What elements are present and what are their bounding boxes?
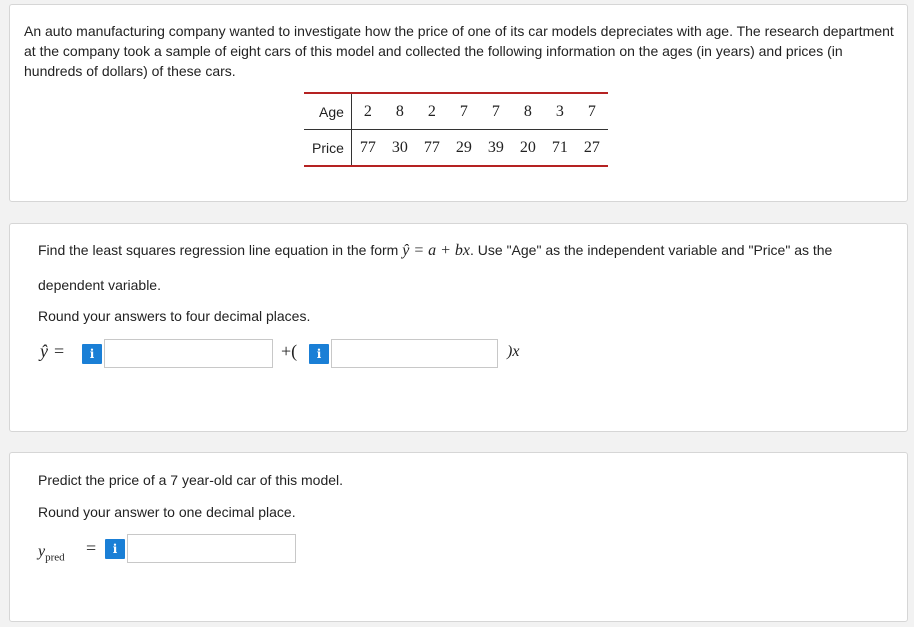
data-table (304, 92, 608, 167)
info-icon[interactable]: i (82, 344, 102, 364)
info-icon[interactable]: i (309, 344, 329, 364)
price-cell: 20 (519, 138, 536, 156)
price-cell: 39 (487, 138, 504, 156)
prediction-instruction: Predict the price of a 7 year-old car of this model. (38, 472, 344, 488)
problem-intro-text: An auto manufacturing company wanted to investigate how the price of one of its car models depreciates with age. The research department at the company took a sample of eight cars of this model and collected the following information on the ages (in years) and prices (in hundreds of dollars) of these cars. (24, 23, 894, 79)
plus-paren-text: +( (281, 341, 298, 361)
instruction-suffix: . Use "Age" as the independent variable and "Price" as the (470, 242, 833, 258)
age-row-header: Age (304, 93, 351, 130)
price-cell: 77 (423, 138, 440, 156)
problem-card-regression (9, 223, 908, 432)
info-icon[interactable]: i (105, 539, 125, 559)
price-cell: 27 (583, 138, 600, 156)
age-cell: 8 (384, 93, 416, 130)
y-symbol: y (38, 543, 46, 560)
equals-sign: = (86, 538, 97, 558)
equals-sign: = (54, 341, 65, 361)
age-cell: 7 (448, 93, 480, 130)
ypred-symbol (38, 540, 65, 564)
age-cell: 3 (544, 93, 576, 130)
age-cell: 2 (416, 93, 448, 130)
price-cell: 29 (455, 138, 472, 156)
table-row-price (304, 130, 608, 167)
regression-instruction (38, 242, 832, 260)
close-paren-x: )x (507, 343, 520, 360)
problem-card-prediction (9, 452, 908, 622)
price-row-header: Price (304, 130, 351, 167)
round-instruction: Round your answers to four decimal places. (38, 308, 311, 324)
yhat-symbol: ŷ (40, 341, 48, 361)
price-cell: 71 (551, 138, 568, 156)
age-cell: 2 (351, 93, 384, 130)
pred-subscript: pred (45, 551, 65, 564)
equation-form: ŷ = a + bx (402, 242, 471, 259)
age-cell: 8 (512, 93, 544, 130)
age-cell: 7 (576, 93, 608, 130)
price-cell: 30 (391, 138, 408, 156)
instruction-prefix: Find the least squares regression line equation in the form (38, 242, 399, 258)
problem-card-data (9, 4, 908, 202)
price-cell: 77 (359, 138, 376, 156)
instruction-line2: dependent variable. (38, 277, 161, 293)
prediction-round-instruction: Round your answer to one decimal place. (38, 504, 296, 520)
age-cell: 7 (480, 93, 512, 130)
slope-input[interactable] (331, 339, 498, 368)
table-row-age (304, 93, 608, 130)
prediction-input[interactable] (127, 534, 296, 563)
intercept-input[interactable] (104, 339, 273, 368)
